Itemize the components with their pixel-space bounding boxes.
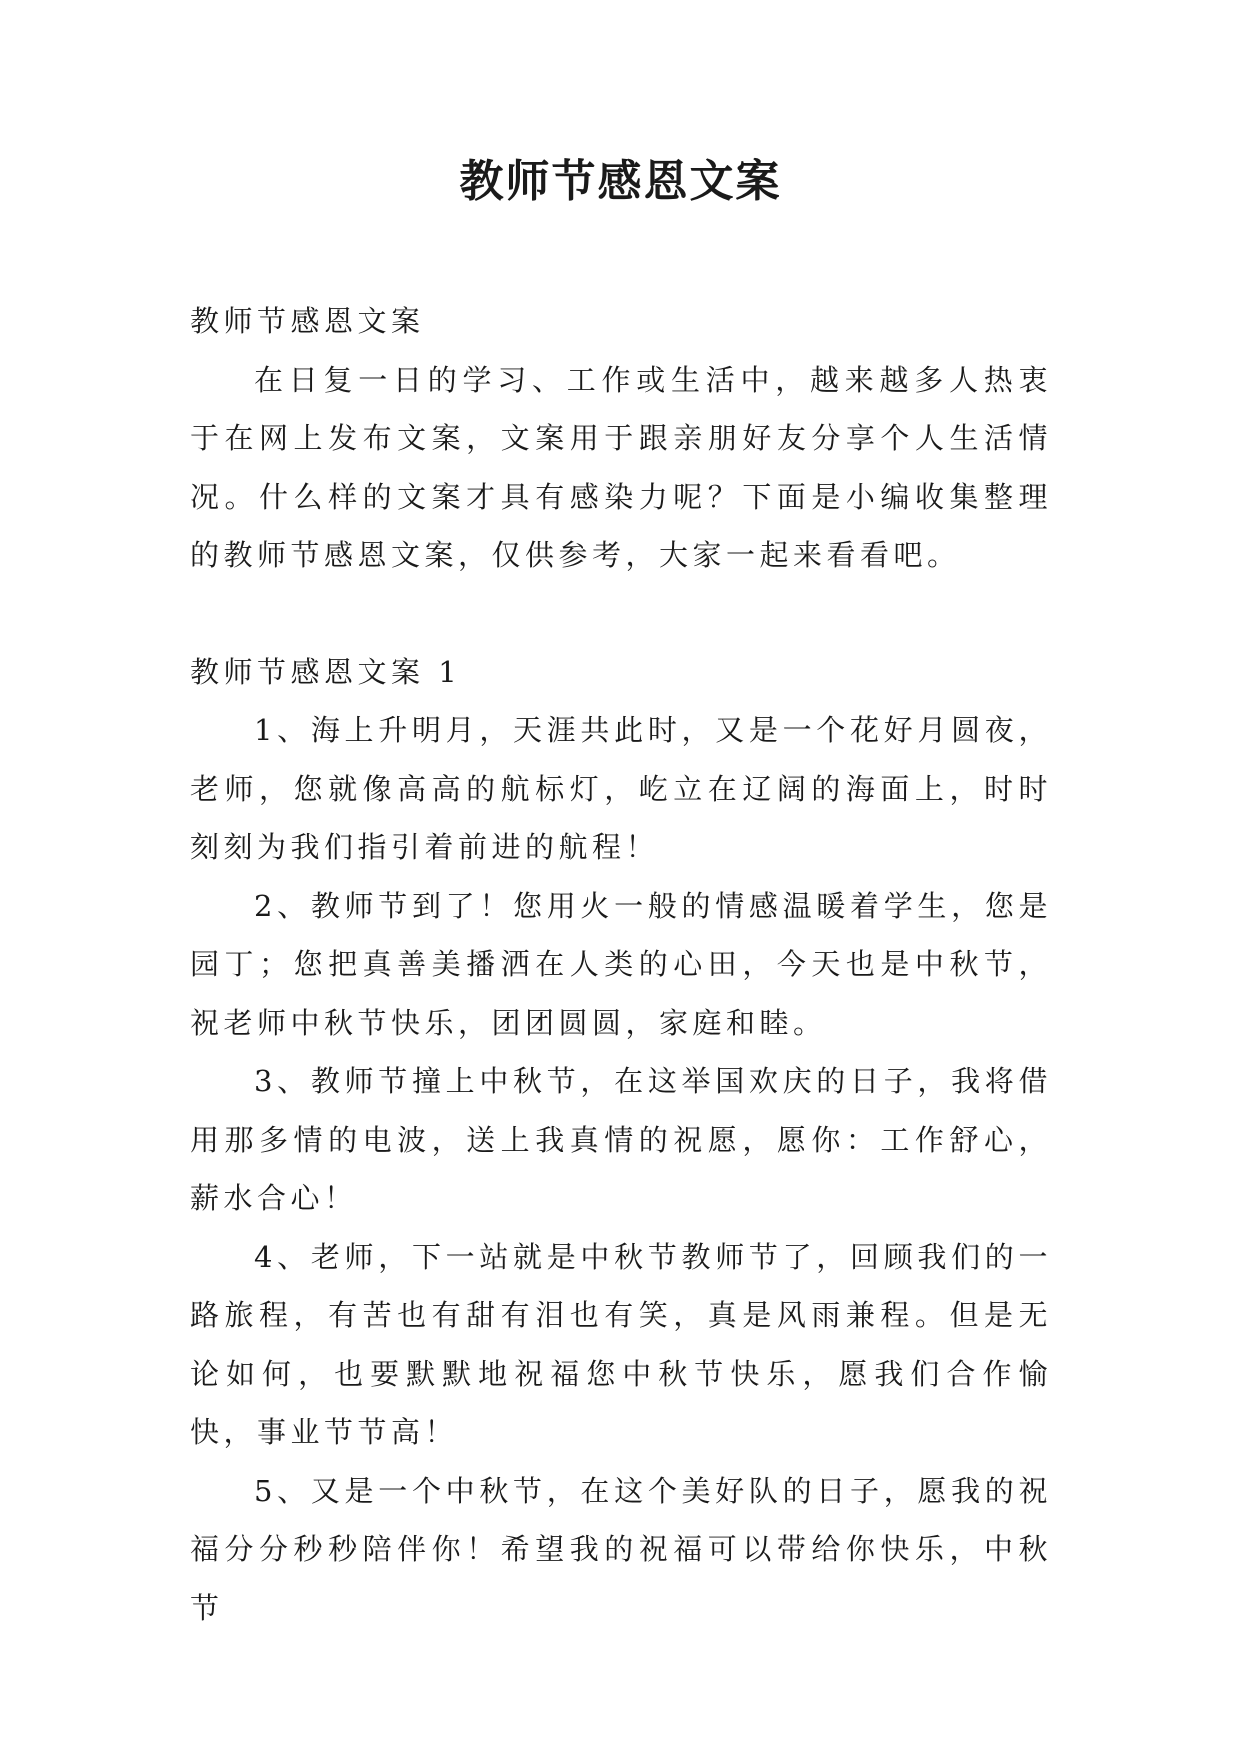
section-spacer bbox=[190, 585, 1052, 643]
list-item: 2、教师节到了！您用火一般的情感温暖着学生，您是园丁；您把真善美播洒在人类的心田，今天也是中秋节，祝老师中秋节快乐，团团圆圆，家庭和睦。 bbox=[190, 888, 1052, 1040]
list-item: 5、又是一个中秋节，在这个美好队的日子，愿我的祝福分分秒秒陪伴你！希望我的祝福可以带给你快乐，中秋节 bbox=[190, 1473, 1052, 1625]
list-item: 4、老师，下一站就是中秋节教师节了，回顾我们的一路旅程，有苦也有甜有泪也有笑，真是风雨兼程。但是无论如何，也要默默地祝福您中秋节快乐，愿我们合作愉快，事业节节高！ bbox=[190, 1239, 1052, 1449]
intro-paragraph: 在日复一日的学习、工作或生活中，越来越多人热衷于在网上发布文案，文案用于跟亲朋好友分享个人生活情况。什么样的文案才具有感染力呢？下面是小编收集整理的教师节感恩文案，仅供参考，大家一起来看看吧。 bbox=[190, 362, 1052, 572]
document-title: 教师节感恩文案 bbox=[459, 156, 782, 207]
list-item: 3、教师节撞上中秋节，在这举国欢庆的日子，我将借用那多情的电波，送上我真情的祝愿，愿你：工作舒心，薪水合心！ bbox=[190, 1064, 1052, 1215]
list-item: 1、海上升明月，天涯共此时，又是一个花好月圆夜，老师，您就像高高的航标灯，屹立在辽阔的海面上，时时刻刻为我们指引着前进的航程！ bbox=[190, 713, 1052, 864]
section-heading: 教师节感恩文案 1 bbox=[190, 654, 462, 689]
intro-heading: 教师节感恩文案 bbox=[190, 304, 425, 338]
document-body bbox=[190, 292, 1052, 1637]
